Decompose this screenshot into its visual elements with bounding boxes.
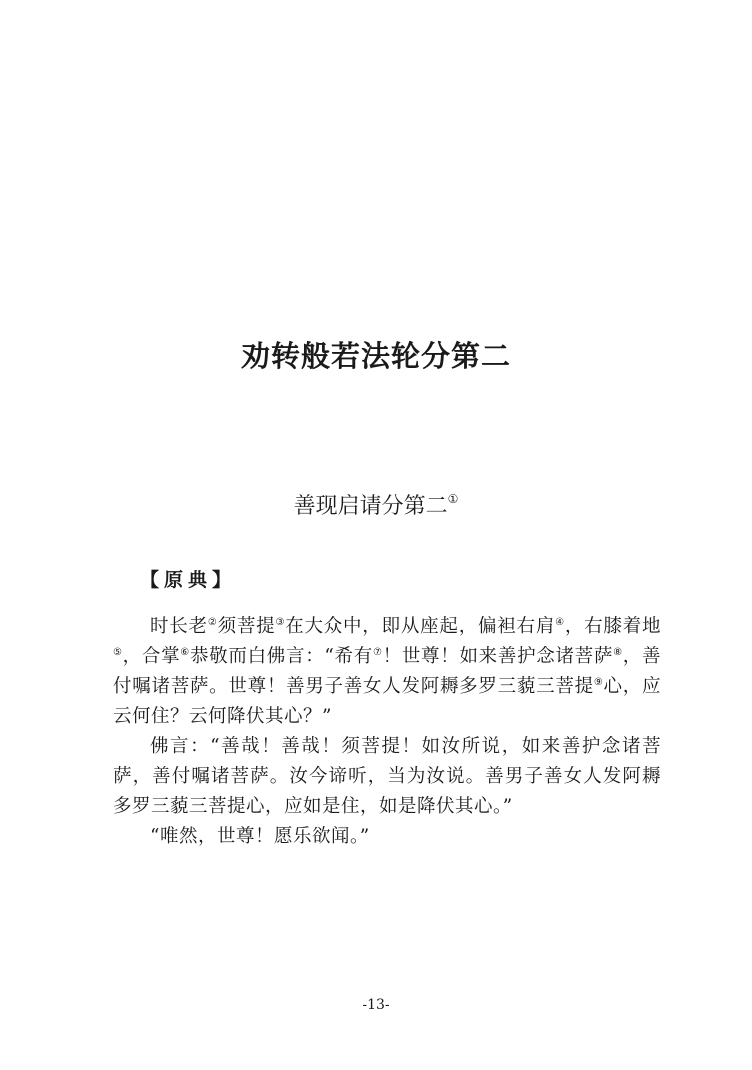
original-text-body (113, 612, 661, 852)
page-number: -13- (362, 997, 390, 1013)
paragraph (113, 732, 661, 822)
text-run: 心，应云何住？云何降伏其心？” (113, 676, 661, 727)
original-text-label: 【原典】 (140, 569, 237, 591)
text-run: 在大众中，即从座起，偏袒右肩 (285, 616, 556, 637)
chapter-title: 劝转般若法轮分第二 (240, 339, 511, 373)
text-run: 须菩提 (217, 616, 276, 637)
section-title (0, 489, 752, 520)
footnote-marker: ⑥ (180, 646, 190, 658)
section-title-text: 善现启请分第二 (293, 494, 448, 519)
text-run: ！世尊！如来善护念诸菩萨 (382, 646, 614, 667)
footnote-marker: ③ (275, 616, 286, 628)
text-run: 佛言：“善哉！善哉！须菩提！如汝所说，如来善护念诸菩萨，善付嘱诸菩萨。汝今谛听，当为汝说。善男子善女人发阿耨多罗三藐三菩提心，应如是住，如是降伏其心。” (113, 736, 661, 817)
footnote-marker: ⑨ (593, 676, 604, 688)
text-run: “唯然，世尊！愿乐欲闻。” (150, 826, 370, 847)
paragraph (113, 612, 661, 732)
text-run: ，合掌 (122, 646, 181, 667)
footnote-marker: ④ (555, 616, 565, 628)
text-run: 时长老 (150, 616, 208, 637)
text-run: ，善付嘱诸菩萨。世尊！善男子善女人发阿耨多罗三藐三菩提 (113, 646, 661, 697)
footnote-marker: ② (207, 616, 218, 628)
footnote-marker: ⑤ (113, 646, 123, 658)
text-run: ，右膝着地 (564, 616, 661, 637)
paragraph (113, 822, 661, 852)
section-title-footnote-mark: ① (447, 491, 459, 506)
footnote-marker: ⑧ (613, 646, 623, 658)
footnote-marker: ⑦ (372, 646, 383, 658)
text-run: 恭敬而白佛言：“希有 (189, 646, 373, 667)
